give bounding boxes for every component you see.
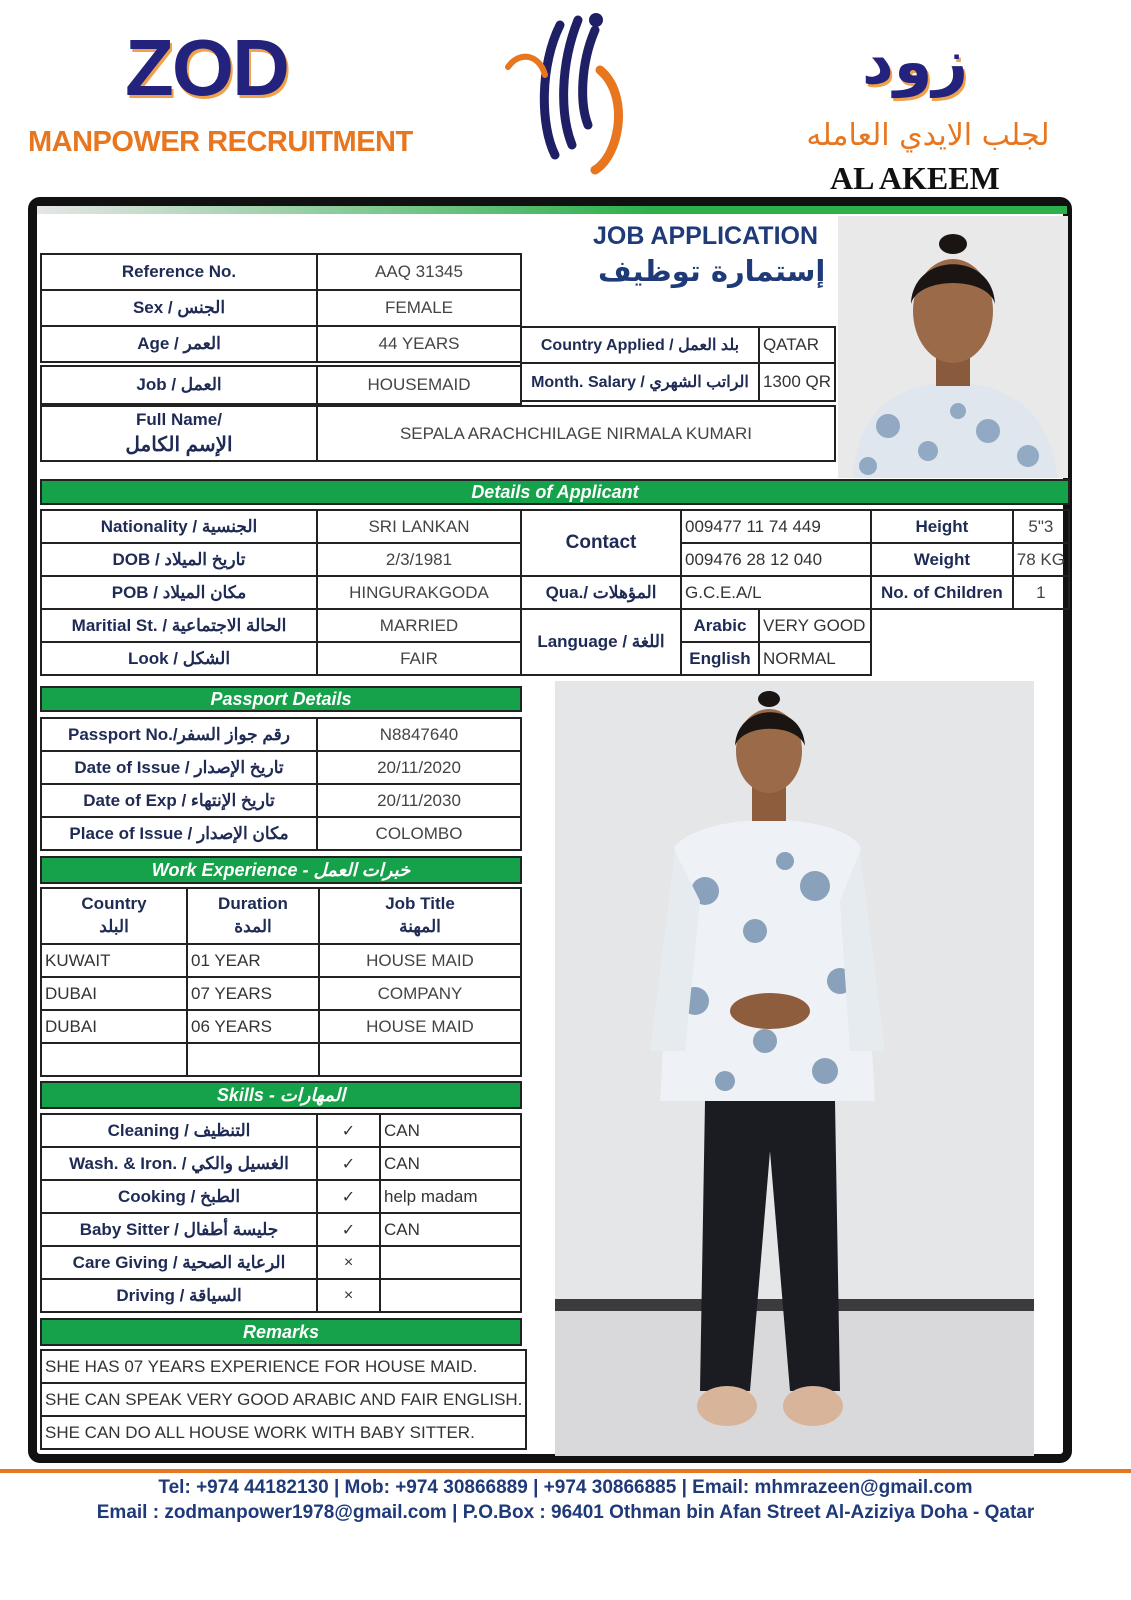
skill-value: CAN <box>380 1114 521 1147</box>
children-value: 1 <box>1013 576 1069 609</box>
work-col-job-en: Job Title <box>385 894 455 914</box>
work-duration: 07 YEARS <box>187 977 319 1010</box>
work-country: KUWAIT <box>41 944 187 977</box>
skill-label: Driving / السياقة <box>41 1279 317 1312</box>
passport-heading: Passport Details <box>40 686 522 712</box>
work-col-duration-en: Duration <box>218 894 288 914</box>
skill-label: Wash. & Iron. / الغسيل والكي <box>41 1147 317 1180</box>
work-col-country-ar: البلد <box>99 917 129 936</box>
fullname-value: SEPALA ARACHCHILAGE NIRMALA KUMARI <box>317 406 835 461</box>
work-country: DUBAI <box>41 977 187 1010</box>
remark-line: SHE CAN DO ALL HOUSE WORK WITH BABY SITTER. <box>41 1416 526 1449</box>
work-country: DUBAI <box>41 1010 187 1043</box>
table-row <box>41 1147 521 1180</box>
work-col-duration <box>187 888 319 944</box>
skill-label: Care Giving / الرعاية الصحية <box>41 1246 317 1279</box>
dob-label: DOB / تاريخ الميلاد <box>41 543 317 576</box>
skill-value: CAN <box>380 1213 521 1246</box>
details-middle-table <box>520 509 872 676</box>
details-right-table <box>870 509 1070 610</box>
passport-row-value: COLOMBO <box>317 817 521 850</box>
cross-icon: × <box>317 1279 380 1312</box>
remark-line: SHE CAN SPEAK VERY GOOD ARABIC AND FAIR ENGLISH. <box>41 1383 526 1416</box>
footer-divider <box>0 1469 1131 1473</box>
english-label: English <box>681 642 759 675</box>
passport-row-label: Place of Issue / مكان الإصدار <box>41 817 317 850</box>
brand-subtitle-arabic: لجلب الايدي العامله <box>806 118 1050 153</box>
fullname-label-ar: الإسم الكامل <box>125 433 233 456</box>
top-info-table <box>40 253 522 363</box>
passport-row-label: Date of Exp / تاريخ الإنتهاء <box>41 784 317 817</box>
passport-row-value: N8847640 <box>317 718 521 751</box>
remarks-heading: Remarks <box>40 1318 522 1346</box>
work-col-job-ar: المهنة <box>399 917 441 936</box>
work-job: HOUSE MAID <box>319 1010 521 1043</box>
footer-contact-line-2: Email : zodmanpower1978@gmail.com | P.O.Box : 96401 Othman bin Afan Street Al-Aziziya Doha - Qatar <box>96 1502 1035 1523</box>
skill-value: help madam <box>380 1180 521 1213</box>
children-label: No. of Children <box>871 576 1013 609</box>
details-left-table <box>40 509 522 676</box>
work-duration: 06 YEARS <box>187 1010 319 1043</box>
remark-line: SHE HAS 07 YEARS EXPERIENCE FOR HOUSE MAID. <box>41 1350 526 1383</box>
marital-value: MARRIED <box>317 609 521 642</box>
work-col-duration-ar: المدة <box>234 917 272 936</box>
skill-value: CAN <box>380 1147 521 1180</box>
country-salary-table <box>520 326 836 402</box>
table-row <box>41 1279 521 1312</box>
dob-value: 2/3/1981 <box>317 543 521 576</box>
table-row <box>41 1246 521 1279</box>
work-job: HOUSE MAID <box>319 944 521 977</box>
reference-value: AAQ 31345 <box>317 254 521 290</box>
nationality-value: SRI LANKAN <box>317 510 521 543</box>
weight-label: Weight <box>871 543 1013 576</box>
skills-heading: Skills - المهارات <box>40 1081 522 1109</box>
company-logo-icon <box>500 5 640 180</box>
nationality-label: Nationality / الجنسية <box>41 510 317 543</box>
weight-value: 78 KG <box>1013 543 1069 576</box>
work-empty-cell <box>41 1043 187 1076</box>
arabic-value: VERY GOOD <box>759 609 871 642</box>
salary-label: Month. Salary / الراتب الشهري <box>521 363 759 401</box>
brand-logo-text: ZOD <box>125 23 288 112</box>
top-accent-line <box>37 206 1067 214</box>
work-job: COMPANY <box>319 977 521 1010</box>
work-col-country-en: Country <box>81 894 147 914</box>
sex-label: Sex / الجنس <box>41 290 317 326</box>
work-empty-cell <box>187 1043 319 1076</box>
check-icon: ✓ <box>317 1180 380 1213</box>
passport-row-value: 20/11/2020 <box>317 751 521 784</box>
work-duration: 01 YEAR <box>187 944 319 977</box>
brand-logo-arabic: زود <box>862 25 969 98</box>
skill-label: Baby Sitter / جليسة أطفال <box>41 1213 317 1246</box>
table-row <box>41 1043 521 1076</box>
contact-1: 009477 11 74 449 <box>681 510 871 543</box>
pob-value: HINGURAKGODA <box>317 576 521 609</box>
english-value: NORMAL <box>759 642 871 675</box>
table-row <box>41 1114 521 1147</box>
look-label: Look / الشكل <box>41 642 317 675</box>
pob-label: POB / مكان الميلاد <box>41 576 317 609</box>
fullname-table <box>40 405 836 462</box>
table-row <box>41 944 521 977</box>
arabic-label: Arabic <box>681 609 759 642</box>
age-value: 44 YEARS <box>317 326 521 362</box>
work-col-job <box>319 888 521 944</box>
country-value: QATAR <box>759 327 835 363</box>
job-value: HOUSEMAID <box>317 366 521 404</box>
age-label: Age / العمر <box>41 326 317 362</box>
skill-value <box>380 1246 521 1279</box>
remarks-table <box>40 1349 527 1450</box>
height-label: Height <box>871 510 1013 543</box>
table-row <box>41 1213 521 1246</box>
applicant-full-body-photo <box>555 681 1034 1456</box>
look-value: FAIR <box>317 642 521 675</box>
language-label: Language / اللغة <box>521 609 681 675</box>
brand-name-secondary: AL AKEEM <box>830 160 1000 196</box>
skill-value <box>380 1279 521 1312</box>
passport-table <box>40 717 522 851</box>
job-label: Job / العمل <box>41 366 317 404</box>
passport-row-label: Passport No./رقم جواز السفر <box>41 718 317 751</box>
check-icon: ✓ <box>317 1147 380 1180</box>
contact-label: Contact <box>521 510 681 576</box>
work-table <box>40 887 522 1077</box>
document-title: JOB APPLICATION <box>593 222 819 250</box>
table-row <box>41 977 521 1010</box>
brand-subtitle: MANPOWER RECRUITMENT <box>28 126 413 158</box>
passport-row-label: Date of Issue / تاريخ الإصدار <box>41 751 317 784</box>
work-heading: Work Experience - خبرات العمل <box>40 856 522 884</box>
marital-label: Maritial St. / الحالة الاجتماعية <box>41 609 317 642</box>
skill-label: Cleaning / التنظيف <box>41 1114 317 1147</box>
document-title-arabic: إستمارة توظيف <box>598 254 826 288</box>
work-empty-cell <box>319 1043 521 1076</box>
country-label: Country Applied / بلد العمل <box>521 327 759 363</box>
job-table <box>40 365 522 405</box>
qualification-label: Qua./ المؤهلات <box>521 576 681 609</box>
work-col-country <box>41 888 187 944</box>
applicant-portrait-photo <box>838 216 1068 478</box>
details-heading: Details of Applicant <box>40 479 1070 505</box>
sex-value: FEMALE <box>317 290 521 326</box>
fullname-label <box>41 406 317 461</box>
footer-contact-line-1: Tel: +974 44182130 | Mob: +974 30866889 | +974 30866885 | Email: mhmrazeen@gmail.com <box>158 1477 973 1498</box>
cross-icon: × <box>317 1246 380 1279</box>
qualification-value: G.C.E.A/L <box>681 576 871 609</box>
skills-table <box>40 1113 522 1313</box>
passport-row-value: 20/11/2030 <box>317 784 521 817</box>
check-icon: ✓ <box>317 1114 380 1147</box>
fullname-label-en: Full Name/ <box>136 410 222 430</box>
contact-2: 009476 28 12 040 <box>681 543 871 576</box>
salary-value: 1300 QR <box>759 363 835 401</box>
height-value: 5"3 <box>1013 510 1069 543</box>
check-icon: ✓ <box>317 1213 380 1246</box>
table-row <box>41 1010 521 1043</box>
table-row <box>41 1180 521 1213</box>
skill-label: Cooking / الطبخ <box>41 1180 317 1213</box>
reference-label: Reference No. <box>41 254 317 290</box>
